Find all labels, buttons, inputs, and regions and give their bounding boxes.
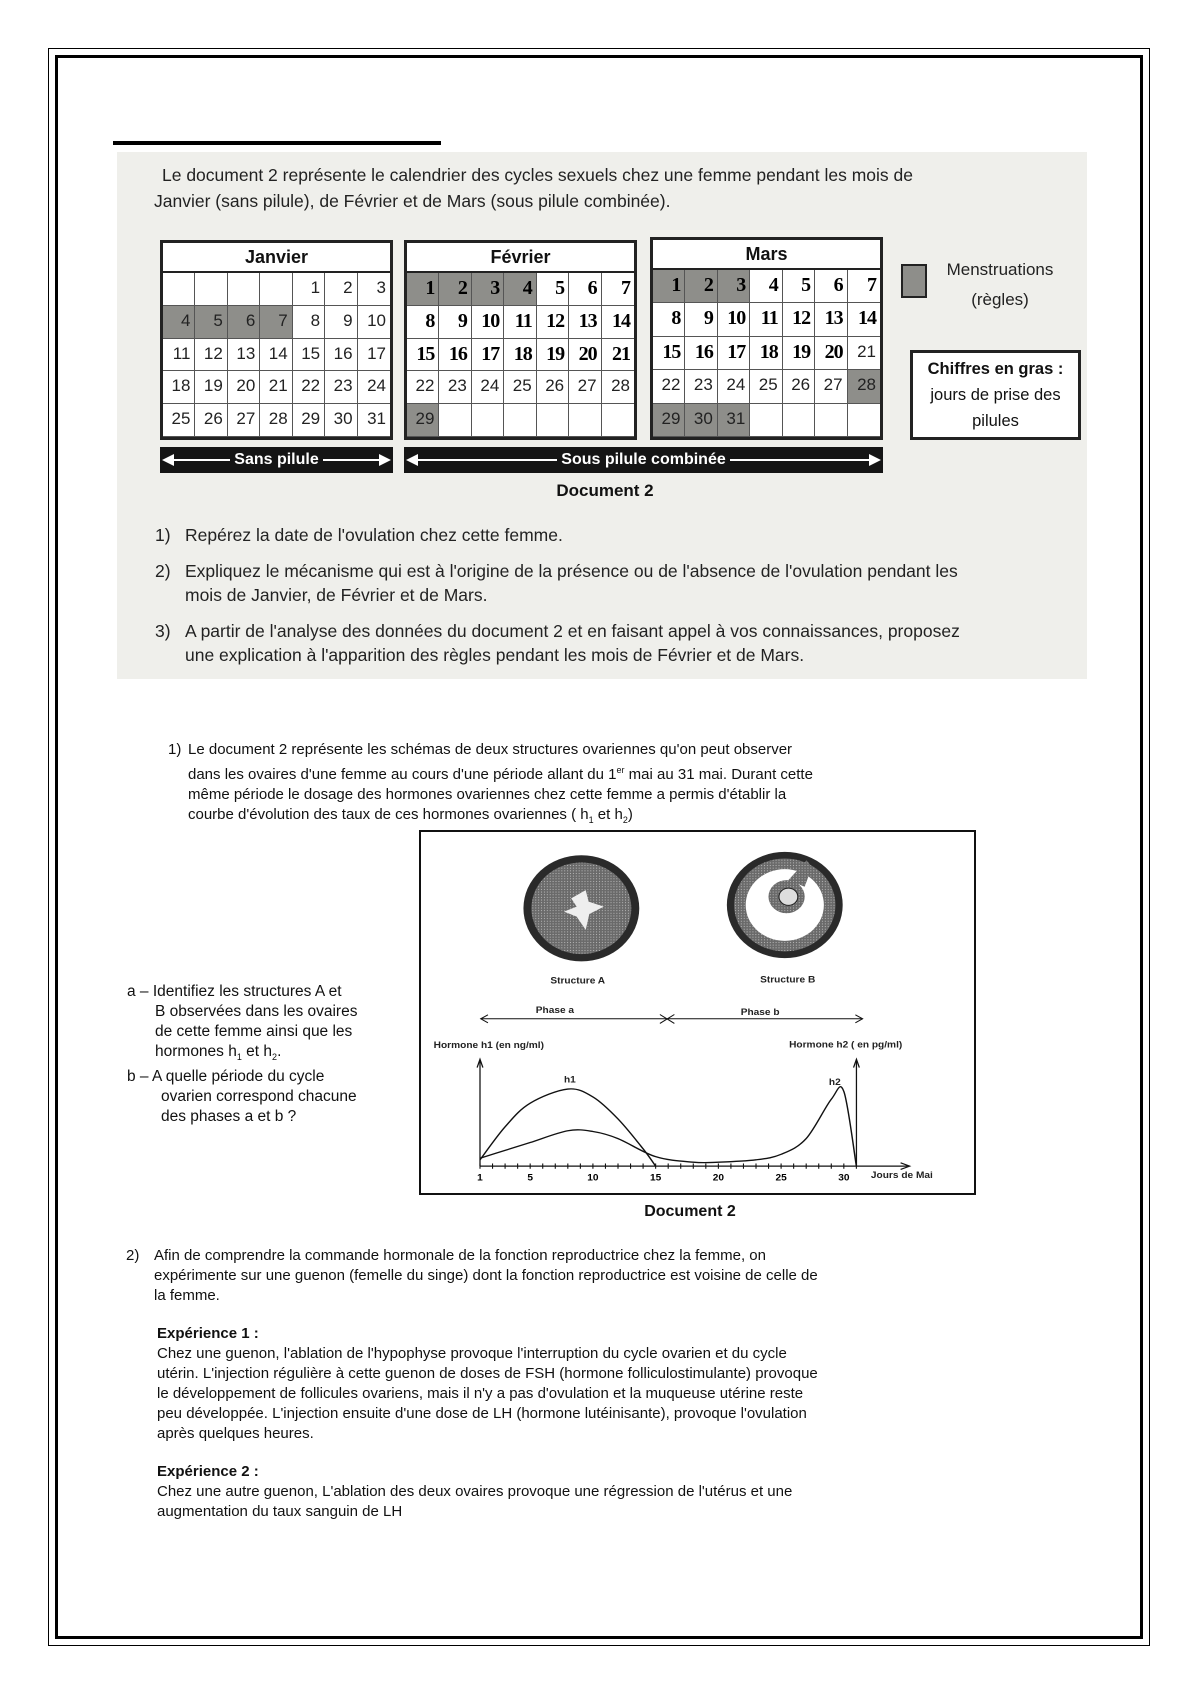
text: mai au 31 mai. Durant cette <box>624 766 813 783</box>
calendar-day: 3 <box>718 270 750 303</box>
question-text: Expliquez le mécanisme qui est à l'origine de la présence ou de l'absence de l'ovulation pendant les <box>185 561 958 581</box>
series-h1-curve <box>480 1089 656 1166</box>
calendar-day: 29 <box>293 404 325 437</box>
calendar-day: 30 <box>685 404 717 437</box>
text: 1 <box>588 815 594 825</box>
x-tick-label: 5 <box>527 1173 534 1184</box>
experience-1-text <box>126 1344 986 1444</box>
title-rule <box>113 141 441 145</box>
text: courbe d'évolution des taux de ces hormones ovariennes ( h <box>188 806 589 823</box>
question-text: des phases a et b ? <box>161 1108 297 1126</box>
calendar-day: 9 <box>325 306 357 339</box>
calendar-empty-cell <box>569 404 601 437</box>
legend-text: pilules <box>972 412 1019 430</box>
text-line: après quelques heures. <box>157 1425 314 1442</box>
calendar-day: 27 <box>569 371 601 404</box>
document-label: Document 2 <box>644 1203 736 1220</box>
calendar-day: 17 <box>718 337 750 370</box>
question-text <box>127 1042 417 1067</box>
calendar-day: 16 <box>685 337 717 370</box>
calendar-empty-cell <box>472 404 504 437</box>
calendar-empty-cell <box>783 404 815 437</box>
question-text: B observées dans les ovaires <box>155 1003 358 1020</box>
series-h2-curve <box>480 1087 856 1166</box>
calendar-day: 10 <box>358 306 390 339</box>
calendar-day: 1 <box>293 273 325 306</box>
text: dans les ovaires d'une femme au cours d'une période allant du 1 <box>188 766 617 783</box>
calendar-day: 11 <box>163 339 195 372</box>
text: er <box>616 765 625 775</box>
calendar-day: 25 <box>163 404 195 437</box>
x-tick-label: 10 <box>587 1173 599 1184</box>
calendar-day: 23 <box>685 370 717 403</box>
question-number: 1) <box>155 525 171 545</box>
calendar-day: 2 <box>325 273 357 306</box>
arrow-left-icon <box>164 459 230 461</box>
calendar-day: 13 <box>228 339 260 372</box>
calendar-empty-cell <box>439 404 471 437</box>
calendar-day: 11 <box>750 303 782 336</box>
text-line <box>168 760 968 785</box>
text: hormones h <box>155 1043 237 1060</box>
question-text: a – Identifiez les structures A et <box>127 983 342 1000</box>
part1-text <box>168 740 968 830</box>
intro-line: Janvier (sans pilule), de Février et de Mars (sous pilule combinée). <box>154 191 671 211</box>
text: ) <box>627 806 633 823</box>
legend-text: jours de prise des <box>930 386 1061 404</box>
calendar-day: 12 <box>783 303 815 336</box>
question-text: b – A quelle période du cycle <box>127 1068 325 1086</box>
question <box>155 559 1075 607</box>
text: 1 <box>236 1052 242 1063</box>
sous-pilule-bar <box>404 447 883 473</box>
structure-b-drawing <box>727 852 843 958</box>
calendar-day: 19 <box>195 371 227 404</box>
document-label: Document 2 <box>556 481 654 500</box>
text: et h <box>241 1043 273 1060</box>
arrow-left-icon <box>408 459 557 461</box>
calendar-day: 22 <box>407 371 439 404</box>
calendar-day: 1 <box>407 273 439 306</box>
calendar-day: 7 <box>848 270 880 303</box>
legend-menstruations <box>935 255 1065 315</box>
y-axis-left-label: Hormone h1 (en ng/ml) <box>433 1040 545 1051</box>
calendar-day: 27 <box>228 404 260 437</box>
calendar-day: 25 <box>504 371 536 404</box>
calendar-day: 28 <box>602 371 634 404</box>
structure-a-label: Structure A <box>550 975 606 987</box>
text: . <box>277 1043 282 1060</box>
calendar-empty-cell <box>260 273 292 306</box>
arrow-right-icon <box>730 459 879 461</box>
text-line: utérin. L'injection régulière à cette guenon de doses de FSH (hormone folliculostimulante) provoque <box>157 1365 818 1382</box>
calendar-day: 18 <box>750 337 782 370</box>
chart-axes <box>477 1059 910 1169</box>
calendar-day: 8 <box>293 306 325 339</box>
ovary-hormone-figure <box>419 830 976 1195</box>
legend-text: (règles) <box>971 290 1029 309</box>
structure-b-label: Structure B <box>760 974 816 986</box>
calendar-day: 26 <box>783 370 815 403</box>
calendar-day: 7 <box>602 273 634 306</box>
question-text: Repérez la date de l'ovulation chez cette femme. <box>185 525 563 545</box>
calendar-day: 17 <box>358 339 390 372</box>
text-line <box>168 805 968 830</box>
calendar-day: 21 <box>602 339 634 372</box>
calendar-empty-cell <box>750 404 782 437</box>
calendar-day: 29 <box>653 404 685 437</box>
calendar-day: 21 <box>260 371 292 404</box>
calendar-day: 31 <box>358 404 390 437</box>
calendar-day: 24 <box>358 371 390 404</box>
calendar-day: 6 <box>569 273 601 306</box>
part1-questions <box>127 982 417 1127</box>
question-number: 2) <box>155 561 171 581</box>
calendar-day: 3 <box>472 273 504 306</box>
calendar-empty-cell <box>195 273 227 306</box>
calendar-day: 4 <box>504 273 536 306</box>
part-number: 1) <box>168 741 182 758</box>
legend-bold-box <box>910 350 1081 440</box>
calendar-day: 6 <box>815 270 847 303</box>
text: et h <box>593 806 623 823</box>
calendar-day: 26 <box>195 404 227 437</box>
calendar-day: 28 <box>260 404 292 437</box>
bar-label: Sans pilule <box>234 451 319 468</box>
calendar-day: 2 <box>685 270 717 303</box>
calendar-month-title: Janvier <box>163 243 390 273</box>
calendar-day: 19 <box>537 339 569 372</box>
calendar-day: 17 <box>472 339 504 372</box>
calendar-month-title: Février <box>407 243 634 273</box>
phase-a-label: Phase a <box>535 1005 575 1016</box>
calendar-empty-cell <box>537 404 569 437</box>
question-text: une explication à l'apparition des règles pendant les mois de Février et de Mars. <box>185 645 805 665</box>
calendar-day: 11 <box>504 306 536 339</box>
phase-b-label: Phase b <box>740 1007 780 1018</box>
x-tick-label: 20 <box>712 1173 725 1184</box>
part-number: 2) <box>126 1247 140 1264</box>
series-label-h1: h1 <box>563 1074 576 1086</box>
calendar-day: 7 <box>260 306 292 339</box>
calendar-fevrier <box>404 240 637 440</box>
calendar-day: 4 <box>750 270 782 303</box>
text-line: expérimente sur une guenon (femelle du singe) dont la fonction reproductrice est voisine de celle de <box>154 1267 818 1284</box>
calendar-day: 10 <box>472 306 504 339</box>
calendar-day: 22 <box>293 371 325 404</box>
calendar-day: 15 <box>653 337 685 370</box>
legend-title: Chiffres en gras : <box>927 360 1064 378</box>
experience-2-title: Expérience 2 : <box>157 1463 259 1480</box>
calendar-day: 28 <box>848 370 880 403</box>
x-tick-label: 15 <box>650 1173 662 1184</box>
structure-a-drawing <box>523 855 639 961</box>
experience-1-title: Expérience 1 : <box>157 1325 259 1342</box>
text-line: Chez une autre guenon, L'ablation des deux ovaires provoque une régression de l'utérus et une <box>157 1483 793 1500</box>
series-label-h2: h2 <box>828 1077 841 1089</box>
calendar-day: 26 <box>537 371 569 404</box>
calendar-day: 14 <box>848 303 880 336</box>
question <box>155 619 1075 667</box>
calendar-day: 20 <box>569 339 601 372</box>
experience-2-text <box>126 1482 986 1522</box>
calendar-month-title: Mars <box>653 240 880 270</box>
calendar-day: 24 <box>718 370 750 403</box>
calendar-empty-cell <box>815 404 847 437</box>
calendar-empty-cell <box>848 404 880 437</box>
bar-label: Sous pilule combinée <box>561 451 726 468</box>
calendar-day: 14 <box>602 306 634 339</box>
calendar-day: 12 <box>537 306 569 339</box>
sans-pilule-bar <box>160 447 393 473</box>
legend-text: Menstruations <box>946 260 1054 279</box>
text-line: Le document 2 représente les schémas de deux structures ovariennes qu'on peut observer <box>188 741 793 758</box>
calendar-empty-cell <box>228 273 260 306</box>
text-line: peu développée. L'injection ensuite d'une dose de LH (hormone lutéinisante), provoque l'ovulation <box>157 1405 807 1422</box>
calendar-day: 8 <box>407 306 439 339</box>
text-line: la femme. <box>154 1287 220 1304</box>
text-line: le développement de follicules ovariens, mais il n'y a pas d'ovulation et la muqueuse utérine reste <box>157 1385 804 1402</box>
calendar-day: 15 <box>407 339 439 372</box>
calendar-day: 9 <box>685 303 717 336</box>
x-axis-label: Jours de Mai <box>870 1170 933 1181</box>
text-line: même période le dosage des hormones ovariennes chez cette femme a permis d'établir la <box>188 786 787 803</box>
calendar-day: 13 <box>569 306 601 339</box>
arrow-right-icon <box>323 459 389 461</box>
calendar-day: 2 <box>439 273 471 306</box>
calendar-day: 5 <box>783 270 815 303</box>
part2-text <box>126 1246 986 1522</box>
intro-line: Le document 2 représente le calendrier des cycles sexuels chez une femme pendant les mois de <box>162 165 913 185</box>
calendar-day: 23 <box>439 371 471 404</box>
question-text: de cette femme ainsi que les <box>155 1023 353 1040</box>
calendar-day: 20 <box>228 371 260 404</box>
calendar-day: 20 <box>815 337 847 370</box>
calendar-day: 19 <box>783 337 815 370</box>
x-tick-label: 25 <box>775 1173 787 1184</box>
calendar-day: 22 <box>653 370 685 403</box>
text: 2 <box>622 815 628 825</box>
calendar-janvier <box>160 240 393 440</box>
calendar-day: 3 <box>358 273 390 306</box>
calendar-day: 27 <box>815 370 847 403</box>
calendar-day: 1 <box>653 270 685 303</box>
calendar-day: 4 <box>163 306 195 339</box>
calendar-day: 16 <box>439 339 471 372</box>
menstruation-swatch <box>901 264 927 298</box>
calendar-day: 31 <box>718 404 750 437</box>
question <box>155 523 1075 547</box>
calendar-day: 15 <box>293 339 325 372</box>
calendar-day: 14 <box>260 339 292 372</box>
question-text: A partir de l'analyse des données du document 2 et en faisant appel à vos connaissances, proposez <box>185 621 960 641</box>
calendar-questions <box>155 523 1075 667</box>
calendar-mars <box>650 237 883 440</box>
calendar-intro <box>154 162 1062 214</box>
calendar-day: 9 <box>439 306 471 339</box>
phase-arrows <box>481 1014 863 1023</box>
calendar-day: 8 <box>653 303 685 336</box>
x-tick-label: 1 <box>477 1173 483 1184</box>
calendar-day: 21 <box>848 337 880 370</box>
calendar-day: 13 <box>815 303 847 336</box>
calendar-day: 23 <box>325 371 357 404</box>
question-text: ovarien correspond chacune <box>161 1088 357 1106</box>
calendar-day: 30 <box>325 404 357 437</box>
calendar-day: 12 <box>195 339 227 372</box>
calendar-empty-cell <box>602 404 634 437</box>
calendar-day: 29 <box>407 404 439 437</box>
calendar-day: 5 <box>195 306 227 339</box>
calendar-empty-cell <box>163 273 195 306</box>
calendar-day: 10 <box>718 303 750 336</box>
question-number: 3) <box>155 621 171 641</box>
text-line: Chez une guenon, l'ablation de l'hypophyse provoque l'interruption du cycle ovarien et du cycle <box>157 1345 787 1362</box>
calendar-day: 18 <box>163 371 195 404</box>
calendar-day: 16 <box>325 339 357 372</box>
x-tick-label: 30 <box>838 1173 850 1184</box>
text-line: Afin de comprendre la commande hormonale de la fonction reproductrice chez la femme, on <box>154 1247 766 1264</box>
calendar-day: 24 <box>472 371 504 404</box>
calendar-empty-cell <box>504 404 536 437</box>
hormone-chart <box>421 832 973 1192</box>
y-axis-right-label: Hormone h2 ( en pg/ml) <box>789 1039 903 1051</box>
calendar-day: 18 <box>504 339 536 372</box>
text: 2 <box>272 1052 278 1063</box>
calendar-day: 25 <box>750 370 782 403</box>
calendar-day: 5 <box>537 273 569 306</box>
calendar-day: 6 <box>228 306 260 339</box>
question-text: mois de Janvier, de Février et de Mars. <box>185 585 488 605</box>
text-line: augmentation du taux sanguin de LH <box>157 1503 403 1520</box>
